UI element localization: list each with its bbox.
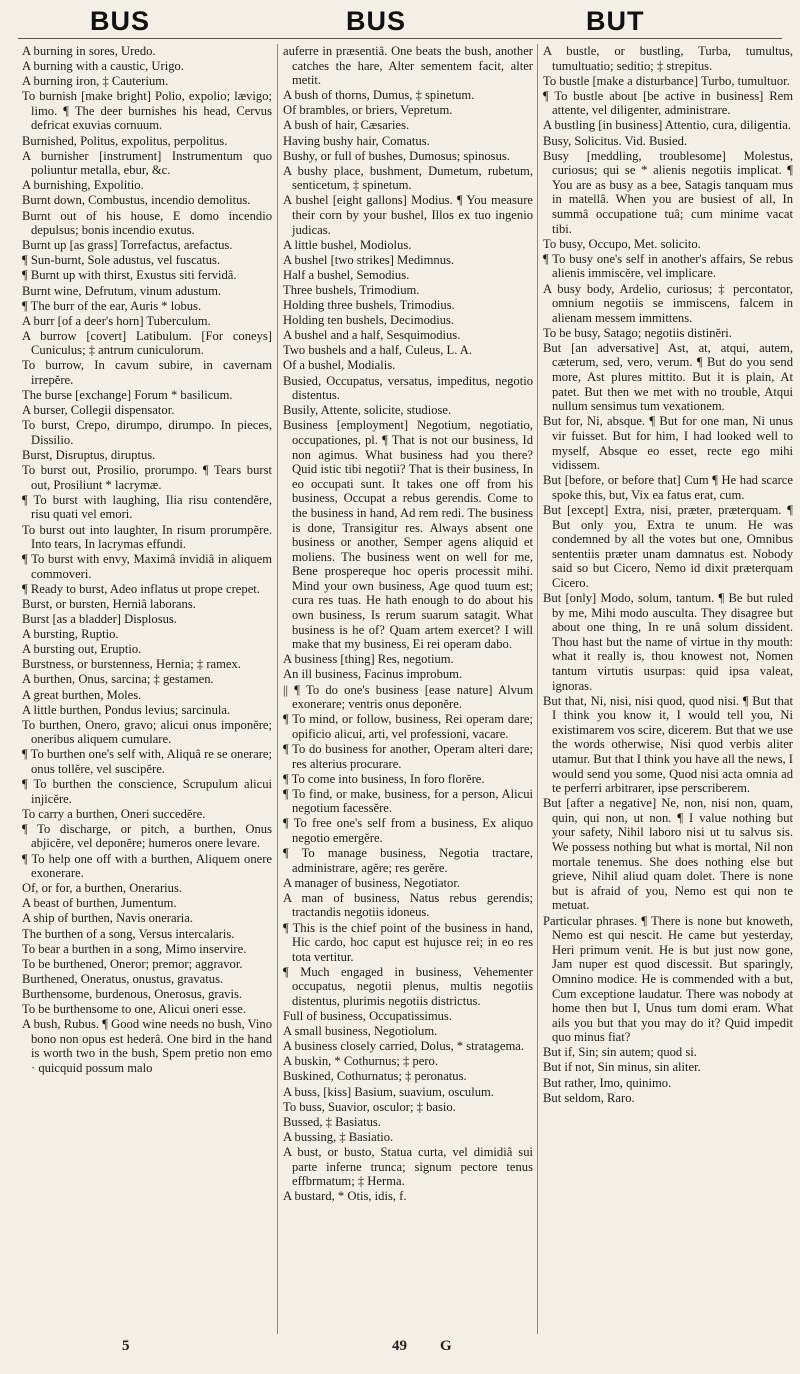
- dictionary-entry: To bear a burthen in a song, Mimo inservire.: [22, 941, 247, 956]
- dictionary-entry: A small business, Negotiolum.: [283, 1024, 438, 1039]
- dictionary-entry: A manager of business, Negotiator.: [283, 875, 460, 890]
- dictionary-entry: ¶ To find, or make, business, for a person, Alicui negotium facessĕre.: [283, 786, 533, 816]
- dictionary-entry: The burse [exchange] Forum * basilicum.: [22, 388, 233, 403]
- dictionary-entry: ¶ To discharge, or pitch, a burthen, Onus abjicĕre, vel deponĕre; humeros onere levare.: [22, 821, 272, 851]
- column-left: [22, 44, 272, 1334]
- dictionary-entry: But if, Sin; sin autem; quod si.: [543, 1045, 697, 1060]
- dictionary-entry: A burthen, Onus, sarcina; ‡ gestamen.: [22, 672, 214, 687]
- dictionary-entry: A busy body, Ardelio, curiosus; ‡ percontator, omnium negotiis se immiscens, falcem in alienam messem immittens.: [543, 281, 793, 325]
- dictionary-entry: Burnt out of his house, E domo incendio depulsus; bonis incendio exutus.: [22, 208, 272, 238]
- dictionary-entry: A bushy place, bushment, Dumetum, rubetum, senticetum, ‡ spinetum.: [283, 163, 533, 193]
- dictionary-entry: A buskin, * Cothurnus; ‡ pero.: [283, 1054, 438, 1069]
- dictionary-entry: Busied, Occupatus, versatus, impeditus, negotio distentus.: [283, 373, 533, 403]
- page-footer: [0, 1338, 800, 1362]
- dictionary-entry: Holding three bushels, Trimodius.: [283, 298, 455, 313]
- dictionary-entry: To burst out into laughter, In risum prorumpĕre. Into tears, In lacrymas effundi.: [22, 522, 272, 552]
- dictionary-entry: auferre in præsentiâ. One beats the bush, another catches the hare, Alter sementem facit, alter metit.: [283, 44, 533, 88]
- dictionary-entry: Of brambles, or briers, Vepretum.: [283, 103, 453, 118]
- dictionary-entry: ¶ To come into business, In foro florĕre.: [283, 771, 485, 786]
- dictionary-entry: A bursting, Ruptio.: [22, 627, 119, 642]
- dictionary-entry: Of, or for, a burthen, Onerarius.: [22, 881, 183, 896]
- dictionary-entry: Buskined, Cothurnatus; ‡ peronatus.: [283, 1069, 467, 1084]
- dictionary-entry: A great burthen, Moles.: [22, 687, 142, 702]
- dictionary-entry: But that, Ni, nisi, nisi quod, quod nisi. ¶ But that I think you know it, I would tell you, Ni existimarem vos scire, dicerem. But that we use the words otherwise, Nisi quod verbis aliter utamur. But that I think you have all the news, I would send you some, Quod nisi acta omnia ad te perferri arbitrarer, ipse perscriberem.: [543, 693, 793, 796]
- dictionary-entry: Three bushels, Trimodium.: [283, 283, 420, 297]
- dictionary-entry: Having bushy hair, Comatus.: [283, 133, 430, 148]
- dictionary-entry: The burthen of a song, Versus intercalaris.: [22, 926, 235, 941]
- dictionary-entry: A ship of burthen, Navis oneraria.: [22, 911, 194, 926]
- dictionary-entry: ¶ To do business for another, Operam alteri dare; res alterius procurare.: [283, 741, 533, 771]
- dictionary-entry: A bushel [eight gallons] Modius. ¶ You measure their corn by your bushel, Illos ex tuo ingenio judicas.: [283, 193, 533, 237]
- dictionary-entry: A business closely carried, Dolus, * stratagema.: [283, 1039, 524, 1054]
- dictionary-entry: Burstness, or burstenness, Hernia; ‡ ramex.: [22, 657, 241, 672]
- dictionary-entry: Half a bushel, Semodius.: [283, 267, 410, 282]
- dictionary-entry: ¶ To burthen the conscience, Scrupulum alicui injicĕre.: [22, 777, 272, 806]
- dictionary-entry: A beast of burthen, Jumentum.: [22, 896, 177, 911]
- dictionary-entry: ¶ To manage business, Negotia tractare, administrare, agĕre; res gerĕre.: [283, 846, 533, 875]
- dictionary-entry: A business [thing] Res, negotium.: [283, 652, 454, 667]
- dictionary-entry: Burnt wine, Defrutum, vinum adustum.: [22, 283, 222, 298]
- dictionary-entry: To busy, Occupo, Met. solicito.: [543, 236, 701, 251]
- header-rule: [18, 38, 782, 39]
- dictionary-entry: ¶ To burthen one's self with, Aliquâ re se onerare; onus tollĕre, vel suscipĕre.: [22, 747, 272, 776]
- dictionary-entry: A buss, [kiss] Basium, suavium, osculum.: [283, 1084, 494, 1099]
- column-right: [543, 44, 793, 1334]
- dictionary-entry: A bushel [two strikes] Medimnus.: [283, 252, 455, 267]
- dictionary-entry: Busily, Attente, solicite, studiose.: [283, 403, 452, 418]
- dictionary-entry: A bustling [in business] Attentio, cura, diligentia.: [543, 118, 792, 133]
- dictionary-entry: ¶ To bustle about [be active in business] Rem attente, vel diligenter, administrare.: [543, 88, 793, 118]
- page-number-center: 49: [392, 1338, 407, 1354]
- dictionary-entry: To be busy, Satago; negotiis distinĕri.: [543, 325, 732, 340]
- dictionary-entry: ¶ This is the chief point of the business in hand, Hic cardo, hoc caput est hujusce rei; in eo res tota vertitur.: [283, 920, 533, 964]
- dictionary-entry: A burning iron, ‡ Cauterium.: [22, 74, 169, 89]
- dictionary-entry: Business [employment] Negotium, negotiatio, occupationes, pl. ¶ That is not our business, Id non agimus. What business had you there? Quid istic tibi negotii? That is their business, In eo occupati sunt. It takes one off from his business, Occupat a rebus gerendis. Come to the business in hand, Ad rem redi. The business is done, Transigitur res. Always absent one business or another, Semper agens aliquid et moliens. The business went on well for me, Bene prospereque hoc operis processit mihi. Mind your own business, Age quod tuum est; cura res tuas. He hath enough to do about his own business, Is rerum suarum satagit. What business is he of? Quam artem exercet? I will make that my business, Ei rei operam dabo.: [283, 418, 533, 652]
- dictionary-entry: A burrow [covert] Latibulum. [For coneys] Cuniculus; ‡ antrum cuniculorum.: [22, 328, 272, 358]
- dictionary-entry: ¶ The burr of the ear, Auris * lobus.: [22, 298, 202, 313]
- header-center: BUS: [346, 6, 407, 36]
- dictionary-entry: ¶ To busy one's self in another's affairs, Se rebus alienis immiscĕre, vel implicare.: [543, 251, 793, 281]
- column-divider: [277, 44, 278, 1334]
- header-left: BUS: [90, 6, 151, 36]
- dictionary-entry: But [an adversative] Ast, at, atqui, autem, cæterum, sed, vero, verum. ¶ But do you send more, Ast plures mittito. But it is plain, At patet. But then we met with no trouble, Atqui nullum sensimus tum vexationem.: [543, 340, 793, 414]
- dictionary-entry: Burnished, Politus, expolitus, perpolitus.: [22, 133, 228, 148]
- dictionary-entry: A burning in sores, Uredo.: [22, 44, 156, 58]
- dictionary-entry: To burthen, Onero, gravo; alicui onus imponĕre; oneribus aliquem cumulare.: [22, 717, 272, 747]
- dictionary-entry: But if not, Sin minus, sin aliter.: [543, 1060, 701, 1075]
- dictionary-entry: A bushel and a half, Sesquimodius.: [283, 328, 461, 343]
- dictionary-entry: Two bushels and a half, Culeus, L. A.: [283, 343, 473, 358]
- dictionary-entry: To burrow, In cavum subire, in cavernam irrepĕre.: [22, 358, 272, 388]
- dictionary-entry: Burnt up [as grass] Torrefactus, arefactus.: [22, 238, 233, 253]
- dictionary-entry: A bustard, * Otis, idis, f.: [283, 1189, 407, 1204]
- dictionary-entry: Busy [meddling, troublesome] Molestus, curiosus; qui se * alienis negotiis implicat. ¶ You are as busy as a bee, Satagis tanquam mus in matellâ. When you are busiest of all, In summâ occupatione tuâ; cum minime vacat tibi.: [543, 148, 793, 236]
- dictionary-entry: || ¶ To do one's business [ease nature] Alvum exonerare; ventris onus deponĕre.: [283, 682, 533, 712]
- page-number-left: 5: [122, 1338, 130, 1354]
- dictionary-entry: ¶ To mind, or follow, business, Rei operam dare; opificio alicui, arti, vel professioni, vacare.: [283, 712, 533, 741]
- dictionary-entry: A burnisher [instrument] Instrumentum quo poliuntur metalla, ebur, &c.: [22, 148, 272, 178]
- dictionary-entry: A little bushel, Modiolus.: [283, 237, 412, 252]
- dictionary-entry: ¶ Ready to burst, Adeo inflatus ut prope crepet.: [22, 581, 260, 596]
- dictionary-entry: Burnt down, Combustus, incendio demolitus.: [22, 193, 251, 208]
- dictionary-entry: A bush of thorns, Dumus, ‡ spinetum.: [283, 88, 475, 103]
- dictionary-entry: Holding ten bushels, Decimodius.: [283, 313, 455, 328]
- dictionary-entry: A bush, Rubus. ¶ Good wine needs no bush, Vino bono non opus est hederâ. One bird in the hand is worth two in the bush, Spem pretio non emo · quicquid possum malo: [22, 1017, 272, 1075]
- dictionary-entry: A bursting out, Eruptio.: [22, 642, 142, 657]
- dictionary-entry: To be burthensome to one, Alicui oneri esse.: [22, 1002, 247, 1016]
- dictionary-entry: ¶ To free one's self from a business, Ex aliquo negotio emergĕre.: [283, 816, 533, 845]
- dictionary-entry: A man of business, Natus rebus gerendis; tractandis negotiis idoneus.: [283, 890, 533, 920]
- dictionary-entry: But [after a negative] Ne, non, nisi non, quam, quin, qui non, ut non. ¶ I value nothing but your safety, Nihil laboro nisi ut tu salvus sis. We possess nothing but what is mortal, Nil non mortale tenemus. She does nothing else but grieve, Nihil aliud quam dolet. There is none but is afraid of you, Nemo est qui non te metuat.: [543, 796, 793, 913]
- dictionary-entry: But seldom, Raro.: [543, 1090, 635, 1105]
- dictionary-entry: An ill business, Facinus improbum.: [283, 667, 463, 682]
- dictionary-entry: A burr [of a deer's horn] Tuberculum.: [22, 313, 211, 328]
- dictionary-entry: A bush of hair, Cæsaries.: [283, 118, 410, 133]
- dictionary-entry: Burst, Disruptus, diruptus.: [22, 448, 156, 463]
- dictionary-entry: ¶ To help one off with a burthen, Aliquem onere exonerare.: [22, 851, 272, 881]
- dictionary-entry: But [only] Modo, solum, tantum. ¶ Be but ruled by me, Mihi modo ausculta. They disagree but about one thing, In re unâ solum dissident. Thou hast but the name of virtue in thy mouth: what it really is, thou knowest not, Nomen tantum virtutis usurpas: quid ipsa valeat, ignoras.: [543, 590, 793, 693]
- dictionary-entry: To buss, Suavior, osculor; ‡ basio.: [283, 1099, 456, 1114]
- dictionary-entry: To carry a burthen, Oneri succedĕre.: [22, 806, 206, 821]
- dictionary-entry: Full of business, Occupatissimus.: [283, 1009, 452, 1024]
- dictionary-entry: Burthensome, burdenous, Onerosus, gravis.: [22, 986, 243, 1001]
- running-headers: [0, 6, 800, 40]
- dictionary-entry: Particular phrases. ¶ There is none but knoweth, Nemo est qui nescit. He came but yesterday, Heri primum venit. He is but just now gone, Jam nuper est quod discessit. But sparingly, Omnino modice. He is commended with a but, Cum exceptione laudatur. There was nobody at home then but I, Unus tum domi eram. What ails you but that you may do it? Quid impedit quo minus fiat?: [543, 913, 793, 1045]
- dictionary-entry: To burnish [make bright] Polio, expolio; lævigo; limo. ¶ The deer burnishes his head, Cervus defricat exuvias cornuum.: [22, 89, 272, 133]
- dictionary-entry: A burning with a caustic, Urigo.: [22, 59, 184, 74]
- header-right: BUT: [586, 6, 645, 36]
- dictionary-entry: But [before, or before that] Cum ¶ He had scarce spoke this, but, Vix ea fatus erat, cum.: [543, 473, 793, 502]
- dictionary-entry: Burst, or bursten, Herniâ laborans.: [22, 596, 196, 611]
- dictionary-entry: To bustle [make a disturbance] Turbo, tumultuor.: [543, 73, 790, 88]
- dictionary-entry: But [except] Extra, nisi, præter, præterquam. ¶ But only you, Extra te unum. He was condemned by all the votes but one, Omnibus sententiis præter unam damnatus est. Nobody said so but Cicero, Nemo id dixit præterquam Cicero.: [543, 502, 793, 590]
- dictionary-entry: But for, Ni, absque. ¶ But for one man, Ni unus vir fuisset. But for him, I had looked well to myself, Absque eo esset, recte ego mihi vidissem.: [543, 414, 793, 473]
- dictionary-entry: To burst, Crepo, dirumpo, dirumpo. In pieces, Dissilio.: [22, 418, 272, 447]
- dictionary-entry: A bust, or busto, Statua curta, vel dimidiâ sui parte inferne trunca; signum pectore tenus effbrmatum; ‡ Herma.: [283, 1144, 533, 1189]
- dictionary-entry: To be burthened, Oneror; premor; aggravor.: [22, 956, 243, 971]
- dictionary-entry: But rather, Imo, quinimo.: [543, 1075, 672, 1090]
- dictionary-entry: Burst [as a bladder] Displosus.: [22, 612, 177, 627]
- dictionary-entry: Of a bushel, Modialis.: [283, 358, 396, 373]
- column-divider: [537, 44, 538, 1334]
- dictionary-entry: ¶ Sun-burnt, Sole adustus, vel fuscatus.: [22, 253, 221, 268]
- dictionary-entry: A burnishing, Expolitio.: [22, 178, 144, 193]
- column-middle: [283, 44, 533, 1334]
- dictionary-entry: A bussing, ‡ Basiatio.: [283, 1129, 394, 1144]
- dictionary-entry: Bussed, ‡ Basiatus.: [283, 1114, 381, 1129]
- dictionary-entry: A burser, Collegii dispensator.: [22, 403, 175, 418]
- dictionary-entry: Bushy, or full of bushes, Dumosus; spinosus.: [283, 148, 510, 163]
- dictionary-entry: ¶ To burst with laughing, Ilia risu contendĕre, risu quati vel emori.: [22, 492, 272, 522]
- dictionary-entry: Busy, Solicitus. Vid. Busied.: [543, 133, 688, 148]
- dictionary-entry: ¶ Much engaged in business, Vehementer occupatus, negotii plenus, multis negotiis distentus, plurimis negotiis districtus.: [283, 964, 533, 1008]
- dictionary-entry: To burst out, Prosilio, prorumpo. ¶ Tears burst out, Prosiliunt * lacrymæ.: [22, 463, 272, 492]
- dictionary-entry: A bustle, or bustling, Turba, tumultus, tumultuatio; seditio; ‡ strepitus.: [543, 44, 793, 73]
- dictionary-entry: ¶ To burst with envy, Maximâ invidiâ in aliquem commoveri.: [22, 552, 272, 581]
- dictionary-entry: ¶ Burnt up with thirst, Exustus siti fervidâ.: [22, 268, 237, 283]
- signature-mark: G: [440, 1338, 452, 1354]
- dictionary-entry: Burthened, Oneratus, onustus, gravatus.: [22, 971, 224, 986]
- dictionary-entry: A little burthen, Pondus levius; sarcinula.: [22, 702, 231, 717]
